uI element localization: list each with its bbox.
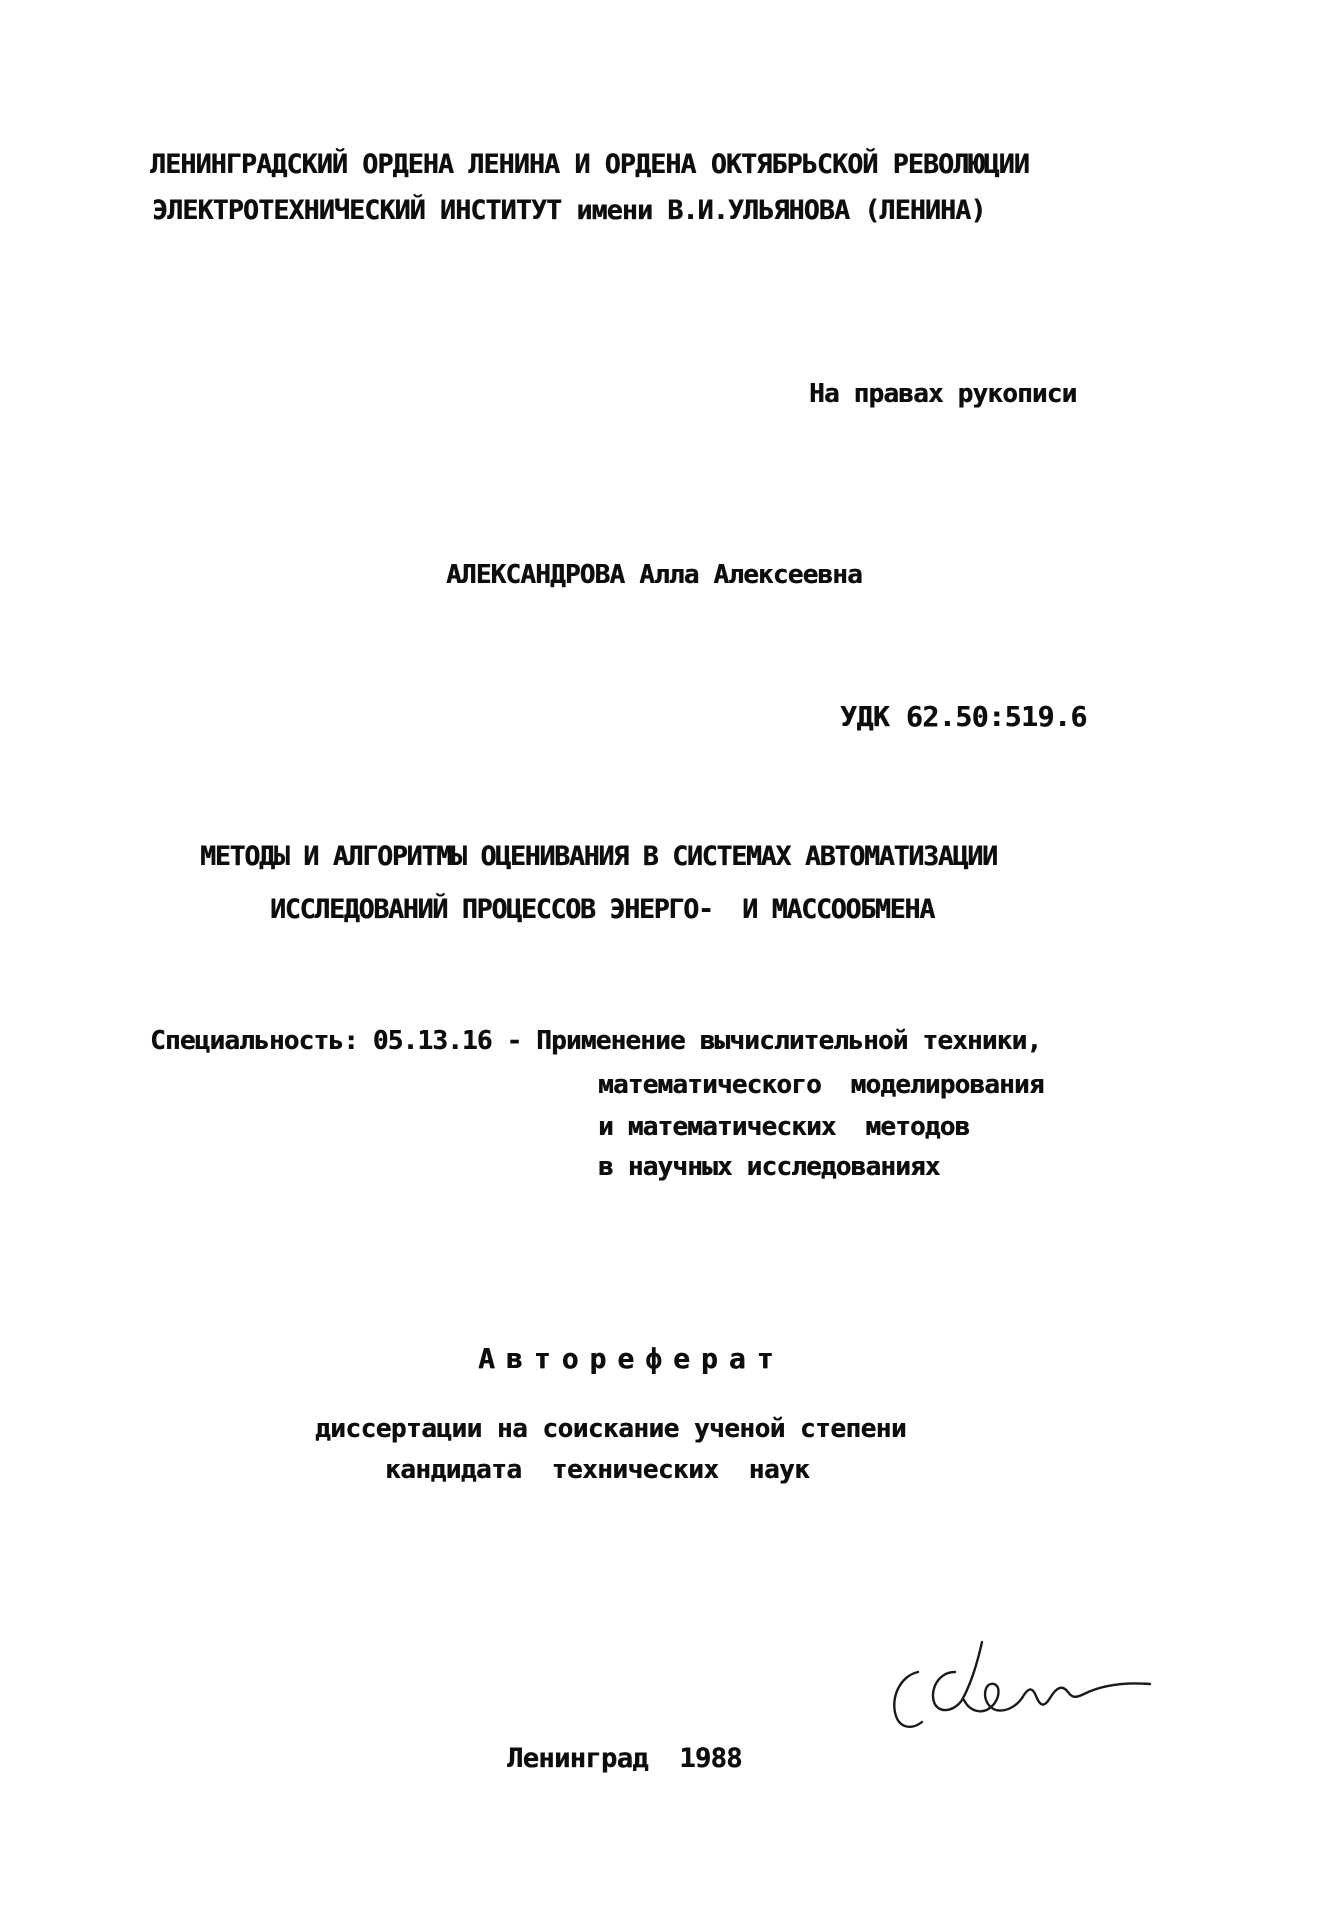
specialty-line-1: Специальность: 05.13.16 - Применение вычислительной техники, bbox=[150, 1026, 1042, 1056]
institution-line-1: ЛЕНИНГРАДСКИЙ ОРДЕНА ЛЕНИНА И ОРДЕНА ОКТЯБРЬСКОЙ РЕВОЛЮЦИИ bbox=[150, 149, 1029, 180]
place-year: Ленинград 1988 bbox=[507, 1743, 742, 1774]
author-name: АЛЕКСАНДРОВА Алла Алексеевна bbox=[446, 560, 862, 590]
document-type: Автореферат bbox=[478, 1342, 785, 1375]
title-line-2: ИССЛЕДОВАНИЙ ПРОЦЕССОВ ЭНЕРГО- И МАССООБМЕНА bbox=[270, 894, 934, 925]
specialty-line-3: и математических методов bbox=[598, 1112, 970, 1142]
degree-line-2: кандидата технических наук bbox=[385, 1455, 810, 1485]
specialty-line-4: в научных исследованиях bbox=[598, 1152, 940, 1182]
signature-mark bbox=[860, 1620, 1230, 1740]
institution-line-2: ЭЛЕКТРОТЕХНИЧЕСКИЙ ИНСТИТУТ имени В.И.УЛЬЯНОВА (ЛЕНИНА) bbox=[152, 195, 986, 226]
udc-code: УДК 62.50:519.6 bbox=[840, 700, 1087, 733]
rights-note: На правах рукописи bbox=[809, 379, 1077, 409]
specialty-line-2: математического моделирования bbox=[598, 1070, 1044, 1100]
title-line-1: МЕТОДЫ И АЛГОРИТМЫ ОЦЕНИВАНИЯ В СИСТЕМАХ АВТОМАТИЗАЦИИ bbox=[200, 841, 997, 872]
degree-line-1: диссертации на соискание ученой степени bbox=[315, 1414, 906, 1444]
